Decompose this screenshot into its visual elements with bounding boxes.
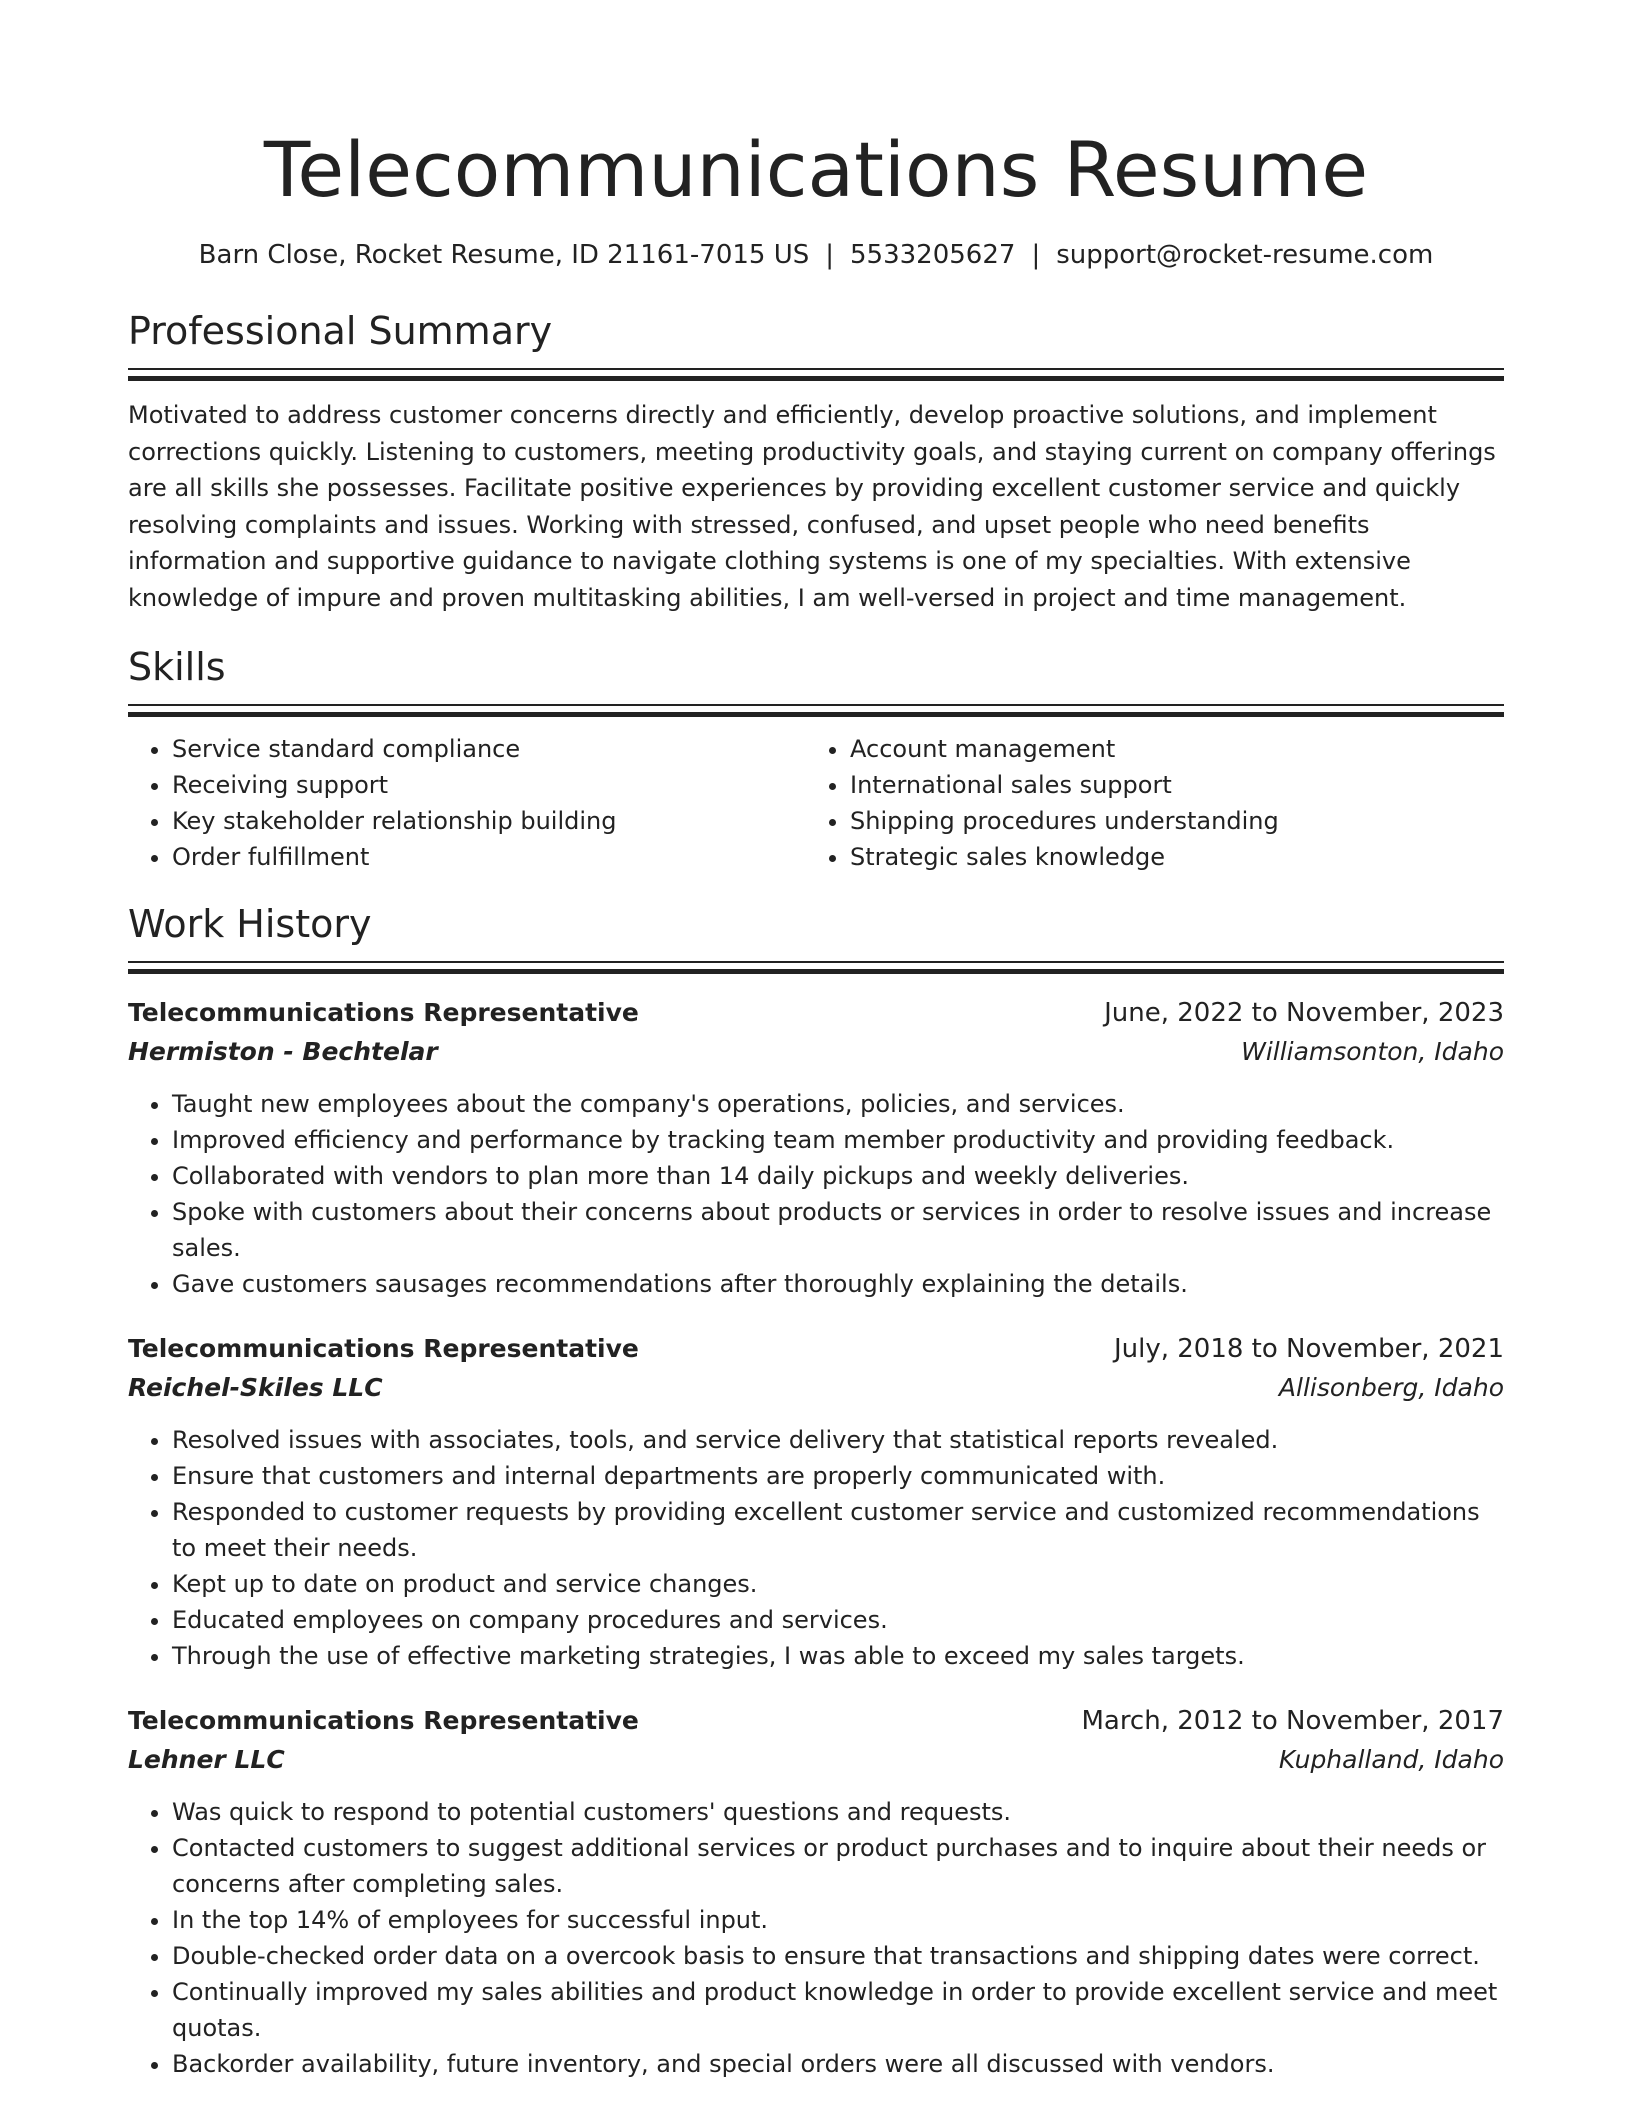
job-bullet: • Improved efficiency and performance by tracking team member productivity and providing feedback. bbox=[172, 1122, 1504, 1158]
job-company: Hermiston - Bechtelar bbox=[128, 1037, 438, 1066]
job-bullet: • Ensure that customers and internal departments are properly communicated with. bbox=[172, 1458, 1504, 1494]
job-location: Williamsonton, Idaho bbox=[1241, 1037, 1504, 1066]
job-location: Kuphalland, Idaho bbox=[1278, 1745, 1504, 1774]
skill-item: • Service standard compliance bbox=[172, 731, 806, 767]
job-company: Lehner LLC bbox=[128, 1745, 285, 1774]
section-divider bbox=[128, 368, 1504, 370]
job-bullet: • Backorder availability, future inventory, and special orders were all discussed with vendors. bbox=[172, 2046, 1504, 2082]
section-divider bbox=[128, 961, 1504, 963]
section-heading: Professional Summary bbox=[128, 309, 553, 353]
section-divider bbox=[128, 704, 1504, 706]
skills-column-right bbox=[806, 731, 1484, 875]
job-title: Telecommunications Representative bbox=[128, 998, 639, 1027]
job-dates: June, 2022 to November, 2023 bbox=[1104, 998, 1504, 1028]
work-history-section bbox=[128, 901, 1504, 2082]
skills-grid bbox=[128, 731, 1504, 875]
job-bullet: • Double-checked order data on a overcook basis to ensure that transactions and shipping dates were correct. bbox=[172, 1938, 1504, 1974]
job-bullet: • Was quick to respond to potential customers' questions and requests. bbox=[172, 1794, 1504, 1830]
skill-item: • International sales support bbox=[850, 767, 1484, 803]
skill-item: • Shipping procedures understanding bbox=[850, 803, 1484, 839]
skill-item: • Strategic sales knowledge bbox=[850, 839, 1484, 875]
section-divider-thick bbox=[128, 712, 1504, 717]
job-location: Allisonberg, Idaho bbox=[1278, 1373, 1504, 1402]
job-title: Telecommunications Representative bbox=[128, 1706, 639, 1735]
job-entry bbox=[128, 1702, 1504, 2082]
job-dates: July, 2018 to November, 2021 bbox=[1113, 1334, 1504, 1364]
professional-summary-section bbox=[128, 308, 1504, 616]
contact-email: support@rocket-resume.com bbox=[1056, 240, 1434, 270]
contact-separator: | bbox=[825, 240, 835, 270]
job-entry bbox=[128, 994, 1504, 1302]
section-divider-thick bbox=[128, 376, 1504, 381]
job-bullet: • Taught new employees about the company's operations, policies, and services. bbox=[172, 1086, 1504, 1122]
job-entry bbox=[128, 1330, 1504, 1674]
job-bullet: • Contacted customers to suggest additional services or product purchases and to inquire about their needs or concerns after completing sales. bbox=[172, 1830, 1504, 1902]
contact-address: Barn Close, Rocket Resume, ID 21161-7015 US bbox=[198, 240, 810, 270]
skill-item: • Receiving support bbox=[172, 767, 806, 803]
skill-item: • Key stakeholder relationship building bbox=[172, 803, 806, 839]
job-bullet: • Responded to customer requests by providing excellent customer service and customized recommendations to meet their needs. bbox=[172, 1494, 1504, 1566]
skill-item: • Order fulfillment bbox=[172, 839, 806, 875]
section-heading: Skills bbox=[128, 645, 226, 689]
job-dates: March, 2012 to November, 2017 bbox=[1081, 1706, 1504, 1736]
skills-column-left bbox=[128, 731, 806, 875]
job-title: Telecommunications Representative bbox=[128, 1334, 639, 1363]
section-heading: Work History bbox=[128, 902, 372, 946]
resume-title: Telecommunications Resume bbox=[263, 125, 1369, 214]
section-divider-thick bbox=[128, 969, 1504, 974]
job-bullet: • Collaborated with vendors to plan more than 14 daily pickups and weekly deliveries. bbox=[172, 1158, 1504, 1194]
skills-section bbox=[128, 644, 1504, 875]
job-bullet: • Kept up to date on product and service changes. bbox=[172, 1566, 1504, 1602]
job-bullet: • Through the use of effective marketing strategies, I was able to exceed my sales targets. bbox=[172, 1638, 1504, 1674]
resume-page bbox=[128, 0, 1504, 2082]
job-bullets bbox=[128, 1086, 1504, 1302]
job-bullet: • Educated employees on company procedures and services. bbox=[172, 1602, 1504, 1638]
job-bullet: • Gave customers sausages recommendations after thoroughly explaining the details. bbox=[172, 1266, 1504, 1302]
contact-line bbox=[128, 238, 1504, 272]
job-bullets bbox=[128, 1422, 1504, 1674]
job-company: Reichel-Skiles LLC bbox=[128, 1373, 383, 1402]
skill-item: • Account management bbox=[850, 731, 1484, 767]
job-bullet: • Spoke with customers about their concerns about products or services in order to resolve issues and increase sales. bbox=[172, 1194, 1504, 1266]
contact-phone: 5533205627 bbox=[850, 240, 1016, 270]
job-bullet: • Continually improved my sales abilities and product knowledge in order to provide excellent service and meet quotas. bbox=[172, 1974, 1504, 2046]
job-bullets bbox=[128, 1794, 1504, 2082]
job-bullet: • In the top 14% of employees for successful input. bbox=[172, 1902, 1504, 1938]
job-bullet: • Resolved issues with associates, tools, and service delivery that statistical reports revealed. bbox=[172, 1422, 1504, 1458]
summary-text: Motivated to address customer concerns directly and efficiently, develop proactive solutions, and implement corrections quickly. Listening to customers, meeting productivity goals, and staying current on company offerings are all skills she possesses. Facilitate positive experiences by providing excellent customer service and quickly resolving complaints and issues. Working with stressed, confused, and upset people who need benefits information and supportive guidance to navigate clothing systems is one of my specialties. With extensive knowledge of impure and proven multitasking abilities, I am well-versed in project and time management. bbox=[128, 401, 1496, 612]
contact-separator: | bbox=[1031, 240, 1041, 270]
